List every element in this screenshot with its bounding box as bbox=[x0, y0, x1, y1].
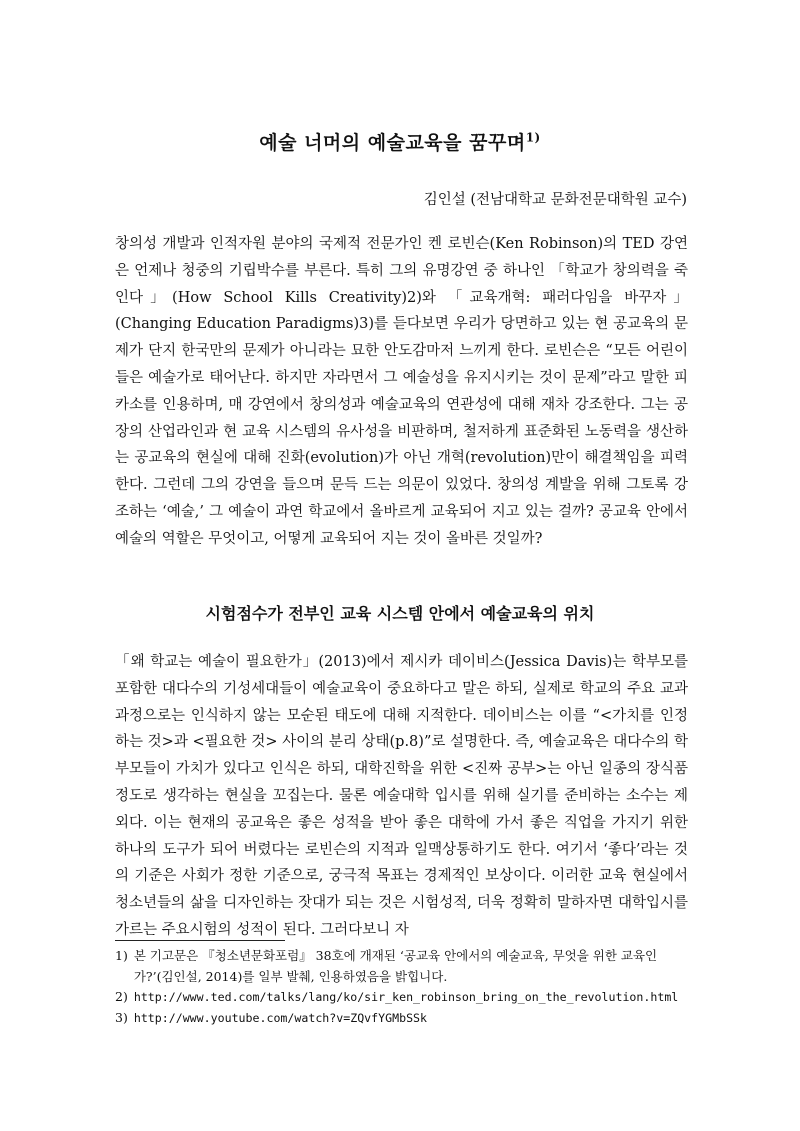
footnote-number: 3) bbox=[115, 1009, 128, 1025]
footnote-1 bbox=[115, 946, 690, 987]
title-text: 예술 너머의 예술교육을 꿈꾸며 bbox=[259, 132, 526, 154]
footnote-number: 1) bbox=[115, 948, 128, 963]
body-paragraph-section: 「왜 학교는 예술이 필요한가」(2013)에서 제시카 데이비스(Jessica Davis)는 학부모를 포함한 대다수의 기성세대들이 예술교육이 중요하다고 말은 하되, 실제로 학교의 주요 교과과정으로는 인식하지 않는 모순된 태도에 대해 지적한다. 데이비스는 이를 “<가치를 인정하는 것>과 <필요한 것> 사이의 분리 상태(p.8)”로 설명한다. 즉, 예술교육은 대다수의 학부모들이 가치가 있다고 인식은 하되, 대학진학을 위한 <진짜 공부>는 아닌 일종의 장식품 정도로 생각하는 현실을 꼬집는다. 물론 예술대학 입시를 위해 실기를 준비하는 소수는 제외다. 이는 현재의 공교육은 좋은 성적을 받아 좋은 대학에 가서 좋은 직업을 가지기 위한 하나의 도구가 되어 버렸다는 로빈슨의 지적과 일맥상통하기도 한다. 여기서 ‘좋다’라는 것의 기준은 사회가 정한 기준으로, 궁극적 목표는 경제적인 보상이다. 이러한 교육 현실에서 청소년들의 삶을 디자인하는 잣대가 되는 것은 시험성적, 더욱 정확히 말하자면 대학입시를 가르는 주요시험의 성적이 된다. 그러다보니 자 bbox=[115, 654, 688, 938]
footnote-divider bbox=[115, 940, 285, 941]
title-footnote-marker: 1) bbox=[525, 130, 541, 145]
footnote-2 bbox=[115, 987, 690, 1008]
section-heading: 시험점수가 전부인 교육 시스템 안에서 예술교육의 위치 bbox=[205, 604, 595, 623]
footnote-url[interactable]: http://www.youtube.com/watch?v=ZQvfYGMbSSk bbox=[133, 1010, 428, 1025]
footnote-number: 2) bbox=[115, 989, 128, 1004]
page-title bbox=[0, 128, 800, 155]
footnote-url[interactable]: http://www.ted.com/talks/lang/ko/sir_ken_robinson_bring_on_the_revolution.html bbox=[133, 990, 679, 1004]
footnotes bbox=[115, 946, 690, 1028]
body-paragraph-intro: 창의성 개발과 인적자원 분야의 국제적 전문가인 켄 로빈슨(Ken Robinson)의 TED 강연은 언제나 청중의 기립박수를 부른다. 특히 그의 유명강연 중 하나인 「학교가 창의력을 죽인다」(How School Kills Creativity)2)와 「교육개혁: 패러다임을 바꾸자」(Changing Education Paradigms)3)를 듣다보면 우리가 당면하고 있는 현 공교육의 문제가 단지 한국만의 문제가 아니라는 묘한 안도감마저 느끼게 한다. 로빈슨은 “모든 어린이들은 예술가로 태어난다. 하지만 자라면서 그 예술성을 유지시키는 것이 문제”라고 말한 피카소를 인용하며, 매 강연에서 창의성과 예술교육의 연관성에 대해 재차 강조한다. 그는 공장의 산업라인과 현 교육 시스템의 유사성을 비판하며, 철저하게 표준화된 노동력을 생산하는 공교육의 현실에 대해 진화(evolution)가 아닌 개혁(revolution)만이 해결책임을 피력한다. 그런데 그의 강연을 들으며 문득 드는 의문이 있었다. 창의성 계발을 위해 그토록 강조하는 ‘예술,’ 그 예술이 과연 학교에서 올바르게 교육되어 지고 있는 걸까? 공교육 안에서 예술의 역할은 무엇이고, 어떻게 교육되어 지는 것이 올바른 것일까? bbox=[115, 236, 688, 547]
author-byline: 김인설 (전남대학교 문화전문대학원 교수) bbox=[423, 192, 687, 208]
footnote-text: 본 기고문은 『청소년문화포럼』 38호에 개재된 ‘공교육 안에서의 예술교육, 무엇을 위한 교육인가?’(김인설, 2014)를 일부 발췌, 인용하였음을 밝힙니다. bbox=[133, 948, 658, 984]
footnote-3 bbox=[115, 1008, 690, 1029]
